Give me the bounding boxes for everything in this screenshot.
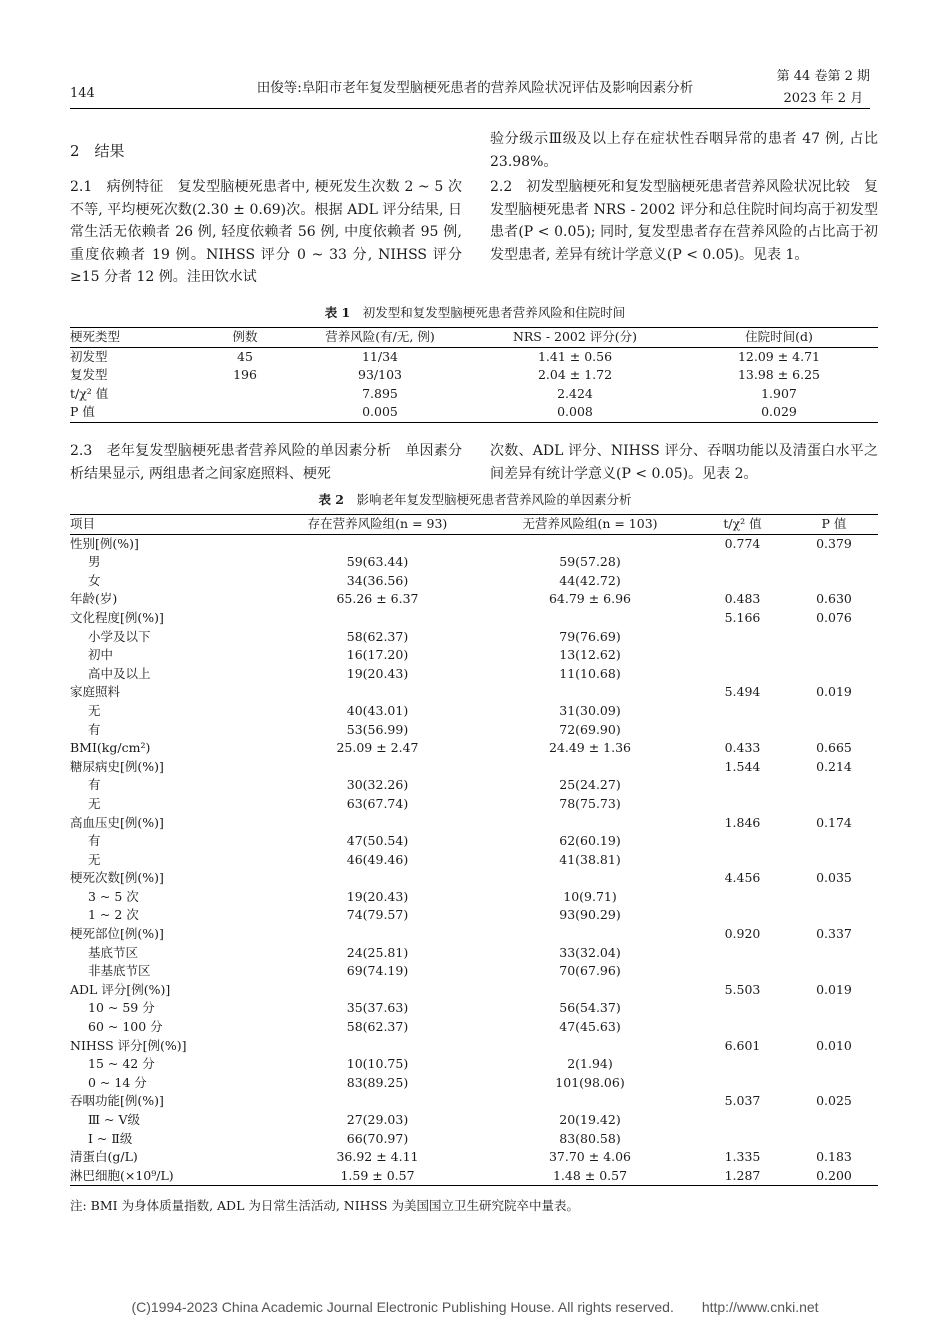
table2-row (70, 1167, 878, 1186)
table2-header-cell: t/χ² 值 (695, 515, 790, 535)
table2-cell (695, 944, 790, 963)
table2-cell: 非基底节区 (88, 963, 151, 979)
table2-row (70, 572, 878, 591)
table2-title: 影响老年复发型脑梗死患者营养风险的单因素分析 (356, 492, 632, 507)
table2-cell: 66(70.97) (346, 1130, 409, 1146)
table2-cell (270, 534, 485, 553)
table2-cell: 70(67.96) (559, 963, 621, 979)
table2-row (70, 944, 878, 963)
table2-cell: 101(98.06) (555, 1074, 625, 1090)
table1-cell: 1.41 ± 0.56 (537, 348, 613, 364)
table2-cell: 10 ~ 59 分 (88, 1000, 155, 1016)
table2-cell: 30(32.26) (346, 777, 409, 793)
table2-cell (485, 1037, 695, 1056)
table2-cell: 58(62.37) (346, 1019, 409, 1035)
table2-cell: 25.09 ± 2.47 (336, 740, 419, 756)
table2-row (70, 721, 878, 740)
table2-row (70, 981, 878, 1000)
table2-cell: 83(89.25) (346, 1074, 409, 1090)
table2-cell (695, 776, 790, 795)
table2-cell: 0.379 (816, 535, 852, 551)
table2-cell: 59(57.28) (559, 554, 621, 570)
header-rule (70, 108, 870, 109)
table2-row (70, 776, 878, 795)
table2-cell (270, 1037, 485, 1056)
table2-cell: 74(79.57) (346, 907, 409, 923)
table2-row (70, 1074, 878, 1093)
table2-cell (790, 795, 878, 814)
table2-row (70, 832, 878, 851)
table2-cell: NIHSS 评分[例(%)] (70, 1037, 187, 1053)
table1 (70, 327, 878, 423)
table2-cell (485, 683, 695, 702)
table2 (70, 514, 878, 1186)
table2-cell (790, 776, 878, 795)
table2-cell (790, 1111, 878, 1130)
table2-cell: 0.337 (816, 926, 852, 942)
table2-cell: 2(1.94) (567, 1056, 613, 1072)
table2-cell: 46(49.46) (346, 851, 409, 867)
table2-cell: 无 (88, 702, 101, 718)
table2-row (70, 609, 878, 628)
table2-cell (790, 553, 878, 572)
table2-row (70, 534, 878, 553)
table1-cell: 11/34 (361, 348, 399, 364)
table2-row (70, 628, 878, 647)
table2-cell: 19(20.43) (346, 888, 409, 904)
table1-header-cell: 例数 (200, 328, 290, 348)
table2-row (70, 1130, 878, 1149)
table2-cell: 53(56.99) (346, 721, 409, 737)
table1-cell (200, 403, 290, 422)
table2-row (70, 1148, 878, 1167)
table2-cell: 基底节区 (88, 944, 139, 960)
table2-cell: 吞咽功能[例(%)] (70, 1093, 164, 1109)
table2-cell (790, 702, 878, 721)
table2-row (70, 683, 878, 702)
table2-cell: Ⅲ ~ Ⅴ级 (88, 1112, 141, 1127)
paragraph-2-1: 2.1 病例特征 复发型脑梗死患者中, 梗死发生次数 2 ~ 5 次不等, 平均梗死次数(2.30 ± 0.69)次。根据 ADL 评分结果, 日常生活无依赖者 26 例, 轻度依赖者 56 例, 中度依赖者 95 例, 重度依赖者 19 例。NIHSS 评分 0 ~ 33 分, NIHSS 评分≥15 分者 12 例。洼田饮水试 (70, 179, 462, 285)
table-note: 注: BMI 为身体质量指数, ADL 为日常生活活动, NIHSS 为美国国立卫生研究院卒中量表。 (70, 1198, 579, 1213)
table2-cell: 梗死次数[例(%)] (70, 870, 164, 886)
table2-cell (485, 609, 695, 628)
table2-cell: 无 (88, 795, 101, 811)
table2-cell: 63(67.74) (346, 795, 409, 811)
table1-cell: 0.005 (290, 403, 470, 422)
table2-cell (695, 702, 790, 721)
paragraph-2-1-cont: 验分级示Ⅲ级及以上存在症状性吞咽异常的患者 47 例, 占比 23.98%。 (490, 131, 878, 170)
table2-cell: 62(60.19) (559, 833, 621, 849)
table2-cell: 20(19.42) (559, 1112, 621, 1127)
table1-cell: 2.04 ± 1.72 (537, 367, 613, 383)
table2-cell: 79(76.69) (559, 628, 621, 644)
table1-cell: P 值 (70, 403, 200, 422)
table2-cell (485, 869, 695, 888)
table2-cell: 梗死部位[例(%)] (70, 926, 164, 942)
table2-cell: 1.48 ± 0.57 (485, 1167, 695, 1186)
table2-cell: 36.92 ± 4.11 (336, 1149, 419, 1165)
table2-cell (695, 1074, 790, 1093)
table2-cell: 0.630 (816, 591, 852, 607)
table2-cell: 1.846 (724, 814, 761, 830)
table2-row (70, 1092, 878, 1111)
table2-cell: 16(17.20) (346, 647, 409, 663)
table2-header-cell: 项目 (70, 515, 270, 535)
table2-cell: 0.025 (816, 1093, 852, 1109)
table2-cell: 男 (88, 554, 101, 570)
table2-cell (695, 1111, 790, 1130)
table2-row (70, 888, 878, 907)
table2-cell (790, 851, 878, 870)
table2-cell (485, 814, 695, 833)
table2-cell: 44(42.72) (559, 572, 621, 588)
table2-cell: 0.433 (724, 740, 761, 756)
table2-cell (695, 1130, 790, 1149)
table2-cell: 0.920 (724, 926, 761, 942)
table2-header-cell: 无营养风险组(n = 103) (485, 515, 695, 535)
table2-cell: 24(25.81) (346, 944, 409, 960)
table2-cell (790, 665, 878, 684)
table2-label: 表 2 (318, 492, 345, 507)
table2-row (70, 999, 878, 1018)
table2-row (70, 869, 878, 888)
table2-cell: 高中及以上 (88, 665, 151, 681)
table2-cell: 0.483 (724, 591, 761, 607)
table2-cell (695, 628, 790, 647)
table2-row (70, 906, 878, 925)
table2-cell: 34(36.56) (346, 572, 409, 588)
table2-cell: 41(38.81) (559, 851, 621, 867)
table2-cell: 19(20.43) (346, 665, 409, 681)
table2-cell: 37.70 ± 4.06 (548, 1149, 632, 1165)
table2-cell (485, 758, 695, 777)
table2-cell: 47(45.63) (559, 1019, 621, 1035)
table2-cell: 1 ~ 2 次 (88, 907, 139, 923)
table2-cell (790, 572, 878, 591)
table2-row (70, 962, 878, 981)
table2-cell: 64.79 ± 6.96 (548, 591, 632, 607)
table2-cell: 淋巴细胞(×10⁹/L) (70, 1167, 270, 1186)
table2-cell (790, 999, 878, 1018)
table2-cell: 10(9.71) (563, 888, 617, 904)
table2-row (70, 553, 878, 572)
table2-cell: ADL 评分[例(%)] (70, 981, 171, 997)
table2-cell (485, 534, 695, 553)
volume-number: 第 44 卷第 2 期 (776, 69, 870, 84)
table2-cell: 清蛋白(g/L) (70, 1149, 138, 1165)
table1-cell (200, 385, 290, 404)
table2-cell (695, 1055, 790, 1074)
table2-caption (0, 490, 950, 508)
table2-cell: 0.010 (816, 1037, 852, 1053)
table1-row (70, 347, 878, 366)
table1-header-cell: 营养风险(有/无, 例) (290, 328, 470, 348)
table1-cell: 93/103 (358, 367, 402, 383)
table1-row (70, 385, 878, 404)
table2-cell: 40(43.01) (346, 702, 409, 718)
table2-cell: 6.601 (724, 1037, 761, 1053)
volume-info (777, 66, 870, 110)
table2-cell (270, 1092, 485, 1111)
table2-cell (695, 665, 790, 684)
page-number: 144 (70, 86, 95, 101)
table2-row (70, 814, 878, 833)
table2-cell: 女 (88, 572, 101, 588)
table2-cell (790, 1055, 878, 1074)
table2-cell (790, 1130, 878, 1149)
table1-title: 初发型和复发型脑梗死患者营养风险和住院时间 (362, 305, 626, 320)
table2-cell (695, 721, 790, 740)
paragraph-2-3: 2.3 老年复发型脑梗死患者营养风险的单因素分析 单因素分析结果显示, 两组患者之间家庭照料、梗死 (70, 443, 462, 482)
table2-cell: 13(12.62) (559, 647, 621, 663)
table1-row (70, 403, 878, 422)
table2-row (70, 758, 878, 777)
table2-cell: 高血压史[例(%)] (70, 814, 164, 830)
table2-cell: 5.166 (724, 609, 761, 625)
table2-cell: 0.774 (724, 535, 761, 551)
table1-cell: 12.09 ± 4.71 (737, 348, 821, 364)
table2-row (70, 646, 878, 665)
table2-cell: 1.544 (724, 758, 761, 774)
table2-cell: 4.456 (724, 870, 761, 886)
issue-date: 2023 年 2 月 (783, 91, 864, 106)
table1-cell: 复发型 (70, 367, 108, 383)
table2-cell: 93(90.29) (559, 907, 621, 923)
table2-cell (790, 832, 878, 851)
table2-cell: 5.503 (724, 981, 761, 997)
table1-header-cell: 梗死类型 (70, 328, 200, 348)
table2-cell: 65.26 ± 6.37 (336, 591, 419, 607)
copyright-footer: (C)1994-2023 China Academic Journal Electronic Publishing House. All rights reserved. http://www.cnki.net (131, 1299, 819, 1315)
table2-cell (790, 646, 878, 665)
table2-cell: 性别[例(%)] (70, 535, 139, 551)
table2-header-row (70, 515, 878, 535)
table1-caption (0, 303, 950, 321)
table2-cell (695, 906, 790, 925)
table2-cell (270, 869, 485, 888)
table2-cell: 0.183 (816, 1149, 852, 1165)
table2-row (70, 795, 878, 814)
table2-cell: 小学及以下 (88, 628, 151, 644)
table1-cell: 0.029 (680, 403, 878, 422)
table1-header-cell: 住院时间(d) (680, 328, 878, 348)
table2-header-cell: 存在营养风险组(n = 93) (270, 515, 485, 535)
table1-cell: 196 (233, 367, 257, 383)
table1-cell: 初发型 (70, 348, 108, 364)
running-title: 田俊等:阜阳市老年复发型脑梗死患者的营养风险状况评估及影响因素分析 (256, 80, 694, 96)
table1-cell: 1.907 (761, 385, 797, 401)
table1-cell: 0.008 (470, 403, 680, 422)
table2-cell: 0.035 (816, 870, 852, 886)
table2-cell (270, 758, 485, 777)
table2-cell: 0.019 (816, 981, 852, 997)
table2-cell (695, 646, 790, 665)
table1-header-row (70, 328, 878, 348)
table2-cell: 家庭照料 (70, 684, 121, 700)
table2-cell (695, 1018, 790, 1037)
table2-cell: 有 (88, 721, 101, 737)
table2-cell: 1.59 ± 0.57 (270, 1167, 485, 1186)
table2-row (70, 702, 878, 721)
table2-cell: 0.019 (816, 684, 852, 700)
table2-cell: 0 ~ 14 分 (88, 1074, 147, 1090)
table2-cell: Ⅰ ~ Ⅱ级 (88, 1130, 133, 1146)
table2-cell (270, 609, 485, 628)
table2-cell (485, 1092, 695, 1111)
table2-cell: 11(10.68) (559, 665, 621, 681)
table2-cell: 78(75.73) (559, 795, 621, 811)
table2-row (70, 665, 878, 684)
table2-cell: 27(29.03) (346, 1112, 409, 1127)
table2-cell (695, 851, 790, 870)
table2-cell (695, 962, 790, 981)
table2-cell (790, 888, 878, 907)
table2-cell: 0.076 (816, 609, 852, 625)
table2-row (70, 1037, 878, 1056)
table2-cell (270, 925, 485, 944)
table2-cell (485, 981, 695, 1000)
table1-row (70, 366, 878, 385)
table2-row (70, 590, 878, 609)
table2-cell: 58(62.37) (346, 628, 409, 644)
table2-cell: 56(54.37) (559, 1000, 621, 1016)
table1-cell: 2.424 (557, 385, 593, 401)
table2-cell: 83(80.58) (559, 1130, 621, 1146)
table2-cell: 0.214 (816, 758, 852, 774)
table2-cell: 10(10.75) (346, 1056, 409, 1072)
table2-cell (270, 683, 485, 702)
table2-cell: 24.49 ± 1.36 (548, 740, 632, 756)
table2-row (70, 1111, 878, 1130)
table2-cell: 69(74.19) (346, 963, 409, 979)
table2-cell: 有 (88, 833, 101, 849)
table2-cell (270, 814, 485, 833)
table2-cell: 0.174 (816, 814, 852, 830)
table2-cell (790, 962, 878, 981)
table1-cell: 7.895 (362, 385, 398, 401)
table2-cell: 59(63.44) (346, 554, 409, 570)
table2-header-cell: P 值 (790, 515, 878, 535)
table2-cell: 3 ~ 5 次 (88, 888, 139, 904)
table2-cell (695, 553, 790, 572)
table2-cell (790, 721, 878, 740)
table2-cell: 0.665 (816, 740, 852, 756)
table2-cell (790, 628, 878, 647)
table2-cell: 60 ~ 100 分 (88, 1019, 163, 1035)
table2-cell: BMI(kg/cm²) (70, 740, 151, 756)
table1-header-cell: NRS - 2002 评分(分) (470, 328, 680, 348)
table2-cell: 年龄(岁) (70, 591, 118, 607)
table2-cell: 0.200 (790, 1167, 878, 1186)
table2-cell (790, 944, 878, 963)
table2-cell (695, 832, 790, 851)
table2-row (70, 739, 878, 758)
table2-row (70, 925, 878, 944)
table2-cell: 33(32.04) (559, 944, 621, 960)
table2-cell: 1.287 (695, 1167, 790, 1186)
table2-row (70, 1055, 878, 1074)
table2-cell: 有 (88, 777, 101, 793)
table2-cell: 1.335 (724, 1149, 761, 1165)
table2-cell (695, 888, 790, 907)
table2-cell (485, 925, 695, 944)
table2-cell: 25(24.27) (559, 777, 621, 793)
table2-cell (695, 795, 790, 814)
table2-cell (790, 1074, 878, 1093)
table2-cell: 15 ~ 42 分 (88, 1056, 155, 1072)
table2-cell (790, 1018, 878, 1037)
table2-cell: 5.037 (724, 1093, 761, 1109)
table2-cell: 72(69.90) (559, 721, 621, 737)
table1-cell: t/χ² 值 (70, 385, 109, 401)
table2-cell (695, 572, 790, 591)
table2-cell: 47(50.54) (346, 833, 409, 849)
table2-cell: 糖尿病史[例(%)] (70, 758, 164, 774)
table2-cell: 31(30.09) (559, 702, 621, 718)
section-heading: 2 结果 (70, 142, 125, 160)
table2-cell (695, 999, 790, 1018)
paragraph-2-2: 2.2 初发型脑梗死和复发型脑梗死患者营养风险状况比较 复发型脑梗死患者 NRS - 2002 评分和总住院时间均高于初发型患者(P < 0.05); 同时, 复发型患者存在营养风险的占比高于初发型患者, 差异有统计学意义(P < 0.05)。见表 1。 (490, 179, 878, 263)
table2-cell: 初中 (88, 647, 114, 663)
table1-cell: 45 (237, 348, 253, 364)
table2-row (70, 851, 878, 870)
table2-cell: 35(37.63) (346, 1000, 409, 1016)
table2-cell: 文化程度[例(%)] (70, 609, 164, 625)
table2-cell (270, 981, 485, 1000)
table2-cell (790, 906, 878, 925)
table2-cell: 5.494 (724, 684, 761, 700)
table1-label: 表 1 (324, 305, 351, 320)
table2-cell: 无 (88, 851, 101, 867)
table2-row (70, 1018, 878, 1037)
table1-cell: 13.98 ± 6.25 (737, 367, 821, 383)
paragraph-2-3-cont: 次数、ADL 评分、NIHSS 评分、吞咽功能以及清蛋白水平之间差异有统计学意义(P < 0.05)。见表 2。 (490, 443, 878, 482)
